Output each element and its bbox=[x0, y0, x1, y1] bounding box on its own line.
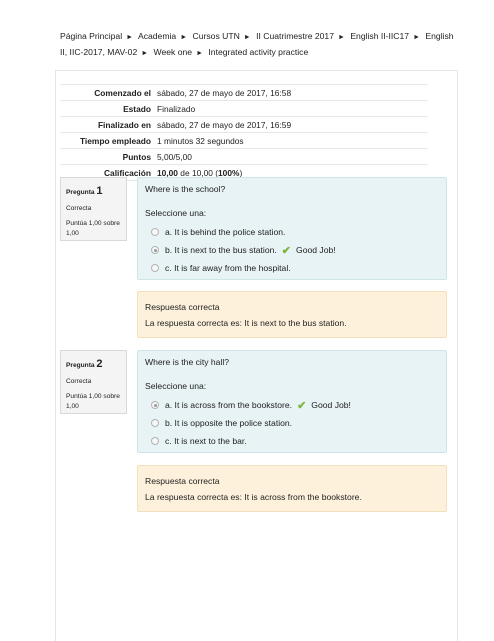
correct-check-icon: ✔ bbox=[297, 399, 307, 412]
breadcrumb-link-activity[interactable]: Integrated activity practice bbox=[208, 47, 309, 57]
breadcrumb-separator-icon: ► bbox=[141, 50, 149, 57]
question-grade: Puntúa 1,00 sobre 1,00 bbox=[66, 220, 120, 238]
question-prompt: Seleccione una: bbox=[145, 208, 207, 218]
breadcrumb-separator-icon: ► bbox=[243, 34, 251, 41]
breadcrumb-link-course[interactable]: English II, IIC-2017, MAV-02 bbox=[60, 31, 454, 57]
answer-option-a[interactable] bbox=[145, 223, 439, 241]
summary-value: 1 minutos 32 segundos bbox=[157, 135, 244, 146]
breadcrumb-link-cursos[interactable]: Cursos UTN bbox=[192, 31, 240, 41]
answer-option-b[interactable] bbox=[145, 414, 439, 432]
summary-label: Finalizado en bbox=[97, 119, 151, 130]
option-label: c. It is far away from the hospital. bbox=[165, 263, 291, 273]
summary-row-started bbox=[60, 84, 428, 101]
breadcrumb bbox=[60, 29, 460, 61]
answer-option-a[interactable] bbox=[145, 396, 439, 414]
question-box-1 bbox=[137, 177, 447, 280]
summary-row-points bbox=[60, 149, 428, 165]
question-grade: Puntúa 1,00 sobre 1,00 bbox=[66, 393, 120, 411]
breadcrumb-separator-icon: ► bbox=[196, 50, 204, 57]
question-label: Pregunta bbox=[66, 189, 95, 196]
question-info-2 bbox=[60, 350, 127, 414]
breadcrumb-link-category[interactable]: English II-IIC17 bbox=[350, 31, 410, 41]
answer-option-b[interactable] bbox=[145, 241, 439, 259]
question-status: Correcta bbox=[66, 377, 92, 385]
summary-value: Finalizado bbox=[157, 103, 196, 114]
grade-close: ) bbox=[239, 167, 243, 178]
feedback-box-2 bbox=[137, 465, 447, 512]
grade-value: 10,00 bbox=[157, 167, 178, 178]
breadcrumb-link-home[interactable]: Página Principal bbox=[60, 31, 123, 41]
feedback-box-1 bbox=[137, 291, 447, 338]
option-label: c. It is next to the bar. bbox=[165, 436, 247, 446]
grade-percent: 100% bbox=[218, 167, 240, 178]
breadcrumb-link-week[interactable]: Week one bbox=[153, 47, 193, 57]
answer-option-c[interactable] bbox=[145, 259, 439, 277]
radio-button[interactable] bbox=[151, 264, 159, 272]
breadcrumb-separator-icon: ► bbox=[126, 34, 134, 41]
option-feedback: Good Job! bbox=[311, 400, 351, 410]
feedback-answer: La respuesta correcta es: It is across from the bookstore. bbox=[145, 492, 362, 503]
question-label: Pregunta bbox=[66, 362, 95, 369]
option-label: b. It is opposite the police station. bbox=[165, 418, 293, 428]
question-info-1 bbox=[60, 177, 127, 241]
summary-row-state bbox=[60, 101, 428, 117]
option-feedback: Good Job! bbox=[296, 245, 336, 255]
question-box-2 bbox=[137, 350, 447, 453]
feedback-result: Respuesta correcta bbox=[145, 476, 220, 486]
grade-max: de 10,00 ( bbox=[177, 167, 219, 178]
summary-value bbox=[157, 168, 428, 178]
breadcrumb-separator-icon: ► bbox=[180, 34, 188, 41]
option-label: a. It is across from the bookstore. bbox=[165, 400, 293, 410]
summary-value: sábado, 27 de mayo de 2017, 16:58 bbox=[157, 87, 292, 98]
radio-button[interactable] bbox=[151, 401, 159, 409]
question-text: Where is the school? bbox=[145, 184, 226, 194]
correct-check-icon: ✔ bbox=[281, 244, 292, 257]
question-prompt: Seleccione una: bbox=[145, 381, 207, 391]
summary-label: Estado bbox=[123, 103, 151, 114]
breadcrumb-link-academia[interactable]: Academia bbox=[137, 31, 177, 41]
question-number: 2 bbox=[96, 358, 103, 370]
summary-label: Puntos bbox=[122, 151, 151, 162]
answer-option-c[interactable] bbox=[145, 432, 439, 450]
attempt-summary-table bbox=[60, 84, 428, 181]
summary-value: 5,00/5,00 bbox=[157, 151, 192, 162]
summary-row-finished bbox=[60, 117, 428, 133]
feedback-result: Respuesta correcta bbox=[145, 302, 220, 312]
breadcrumb-link-cuatrimestre[interactable]: II Cuatrimestre 2017 bbox=[256, 31, 334, 41]
radio-button[interactable] bbox=[151, 246, 159, 254]
radio-button[interactable] bbox=[151, 437, 159, 445]
option-label: b. It is next to the bus station. bbox=[165, 245, 277, 255]
question-number: 1 bbox=[96, 185, 103, 197]
summary-value: sábado, 27 de mayo de 2017, 16:59 bbox=[157, 119, 292, 130]
breadcrumb-separator-icon: ► bbox=[413, 34, 421, 41]
feedback-answer: La respuesta correcta es: It is next to the bus station. bbox=[145, 318, 347, 329]
radio-button[interactable] bbox=[151, 228, 159, 236]
question-text: Where is the city hall? bbox=[145, 357, 230, 367]
breadcrumb-separator-icon: ► bbox=[337, 34, 345, 41]
summary-label: Comenzado el bbox=[94, 87, 151, 98]
radio-button[interactable] bbox=[151, 419, 159, 427]
summary-row-time bbox=[60, 133, 428, 149]
summary-label: Calificación bbox=[103, 167, 151, 178]
summary-label: Tiempo empleado bbox=[79, 135, 151, 146]
option-label: a. It is behind the police station. bbox=[165, 227, 286, 237]
question-status: Correcta bbox=[66, 204, 92, 212]
